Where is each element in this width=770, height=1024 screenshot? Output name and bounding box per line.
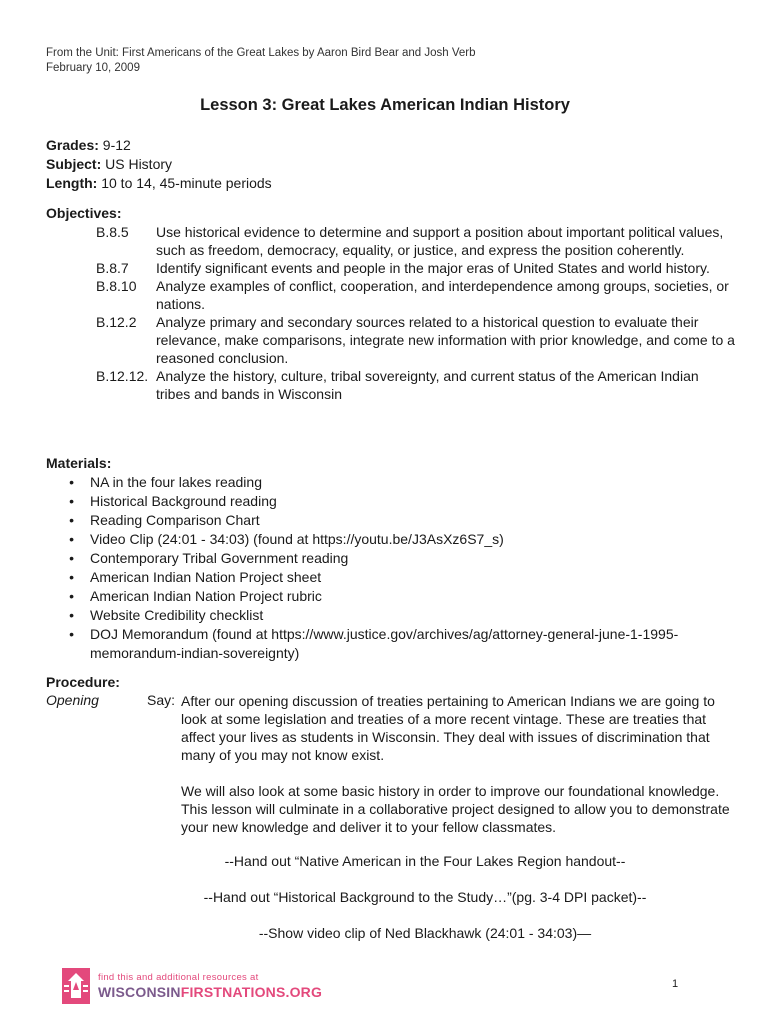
subject-label: Subject: [46,156,102,172]
objective-item [46,277,736,313]
lesson-meta [46,136,272,193]
objective-item [46,259,736,277]
materials-list [46,473,726,663]
list-item [46,549,726,568]
material-text: Reading Comparison Chart [90,512,260,528]
handout-instruction-1: --Hand out “Native American in the Four Lakes Region handout-- [224,853,626,869]
handout-instruction-2: --Hand out “Historical Background to the Study…”(pg. 3-4 DPI packet)-- [203,889,647,905]
bullet-icon: • [69,569,74,585]
document-date: February 10, 2009 [46,62,140,74]
objective-code: B.12.12. [96,368,149,384]
list-item [46,587,726,606]
objectives-list [46,223,736,403]
unit-attribution: From the Unit: First Americans of the Great Lakes by Aaron Bird Bear and Josh Verb [46,47,476,59]
logo-site-name [98,984,322,1001]
materials-heading: Materials: [46,455,112,471]
footer-logo [62,968,322,1004]
material-text: NA in the four lakes reading [90,474,262,490]
bullet-icon: • [69,588,74,604]
list-item [46,473,726,492]
objective-text: Use historical evidence to determine and support a position about important political values, such as freedom, democracy, equality, or justice, and express the position coherently. [156,224,724,258]
document-header [46,46,476,76]
bullet-icon: • [69,474,74,490]
list-item [46,568,726,587]
list-item [46,511,726,530]
subject-value: US History [101,156,173,172]
objectives-heading: Objectives: [46,205,122,221]
video-instruction: --Show video clip of Ned Blackhawk (24:01 - 34:03)— [258,925,592,941]
grades-line [46,136,272,155]
procedure-heading: Procedure: [46,674,120,690]
bullet-icon: • [69,512,74,528]
objective-code: B.8.10 [96,278,137,294]
material-text: Historical Background reading [90,493,277,509]
material-text: DOJ Memorandum (found at https://www.justice.gov/archives/ag/attorney-general-june-1-1995-memorandum-indian-sovereignty) [90,626,679,661]
opening-label: Opening [46,692,99,708]
page-number: 1 [672,978,679,990]
opening-paragraph-2: We will also look at some basic history in order to improve our foundational knowledge. This lesson will culminate in a collaborative project designed to allow you to demonstrate your new knowledge and deliver it to your fellow classmates. [181,783,730,835]
logo-site-part-b: FIRSTNATIONS.ORG [180,983,323,1000]
logo-site-part-a: WISCONSIN [98,983,181,1000]
material-text: Contemporary Tribal Government reading [90,550,349,566]
objective-text: Identify significant events and people in the major eras of United States and world history. [156,260,710,276]
material-text: American Indian Nation Project rubric [90,588,322,604]
lesson-title: Lesson 3: Great Lakes American Indian History [200,96,570,114]
bullet-icon: • [69,493,74,509]
objective-item [46,223,736,259]
bullet-icon: • [69,607,74,623]
objective-code: B.8.5 [96,224,129,240]
opening-paragraph-1: After our opening discussion of treaties pertaining to American Indians we are going to look at some legislation and treaties of a more recent vintage. These are treaties that affect your lives as students in Wisconsin. They deal with issues of discrimination that many of you may not know exist. [181,693,715,763]
material-text: Video Clip (24:01 - 34:03) (found at https://youtu.be/J3AsXz6S7_s) [90,531,504,547]
objective-item [46,313,736,367]
logo-text [98,972,322,1001]
say-label: Say: [147,692,176,708]
material-text: Website Credibility checklist [90,607,264,623]
list-item [46,625,726,663]
wisconsin-first-nations-logo-icon [62,968,90,1004]
length-line [46,174,272,193]
objective-item [46,367,736,403]
subject-line [46,155,272,174]
list-item [46,530,726,549]
list-item [46,492,726,511]
objective-text: Analyze the history, culture, tribal sovereignty, and current status of the American Indian tribes and bands in Wisconsin [156,368,699,402]
grades-label: Grades: [46,137,99,153]
objective-text: Analyze examples of conflict, cooperation, and interdependence among groups, societies, or nations. [156,278,729,312]
logo-tagline: find this and additional resources at [98,971,259,983]
objective-text: Analyze primary and secondary sources related to a historical question to evaluate their relevance, make comparisons, integrate new information with prior knowledge, and come to a reasoned conclusion. [156,314,735,366]
length-label: Length: [46,175,98,191]
length-value: 10 to 14, 45-minute periods [97,175,272,191]
objective-code: B.12.2 [96,314,137,330]
bullet-icon: • [69,531,74,547]
material-text: American Indian Nation Project sheet [90,569,322,585]
list-item [46,606,726,625]
bullet-icon: • [69,550,74,566]
grades-value: 9-12 [98,137,131,153]
objective-code: B.8.7 [96,260,129,276]
bullet-icon: • [69,626,74,642]
